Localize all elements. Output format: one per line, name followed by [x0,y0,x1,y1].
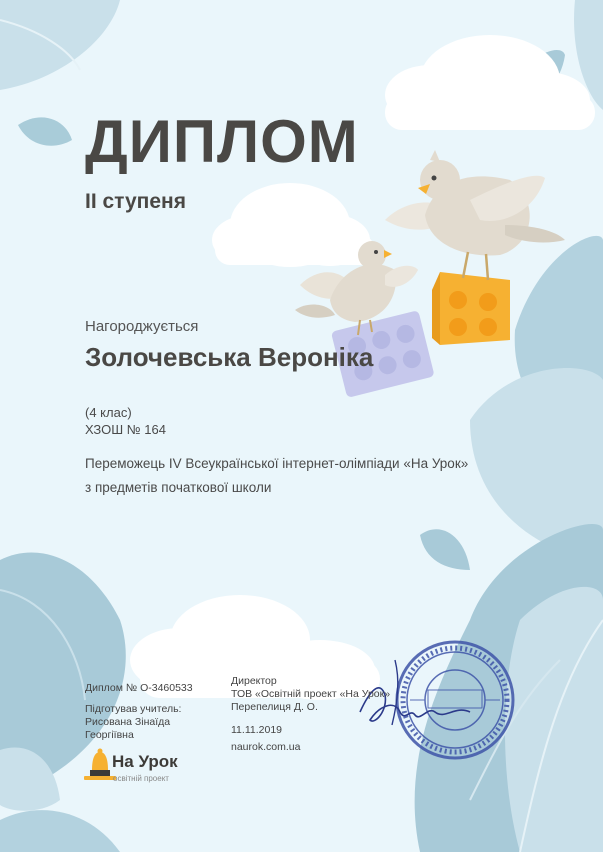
recipient-school: ХЗОШ № 164 [85,422,166,437]
teacher-block [85,703,220,742]
director-title: Директор [231,675,277,687]
website-link[interactable]: naurok.com.ua [231,741,301,753]
recipient-grade: (4 клас) [85,405,132,420]
logo-subtitle: освітній проект [113,774,169,783]
logo-name: На Урок [112,752,178,771]
large-bird [385,150,565,280]
diploma-number: Диплом № О-3460533 [85,682,193,694]
diploma-degree: II ступеня [85,190,186,213]
teacher-name: Рисована Зінаїда Георгіївна [85,716,171,741]
director-block [231,675,401,714]
recipient-name: Золочевська Вероніка [85,342,374,372]
diploma-title: ДИПЛОМ [85,108,359,175]
director-org: ТОВ «Освітній проект «На Урок» [231,688,391,700]
cloud-right [385,35,595,130]
leaf-small-left [18,117,72,145]
orange-brick [432,272,510,345]
achievement-line-2: з предметів початкової школи [85,480,272,495]
issue-date: 11.11.2019 [231,724,282,736]
achievement-text [85,452,555,500]
leaf-top-left [0,0,120,90]
director-name: Перепелиця Д. О. [231,701,318,713]
teacher-label: Підготував учитель: [85,703,182,715]
leaf-right-small [420,529,470,570]
achievement-line-1: Переможець IV Всеукраїнської інтернет-олімпіади «На Урок» [85,456,469,471]
awarded-label: Нагороджується [85,318,199,335]
cloud-middle [212,183,375,267]
